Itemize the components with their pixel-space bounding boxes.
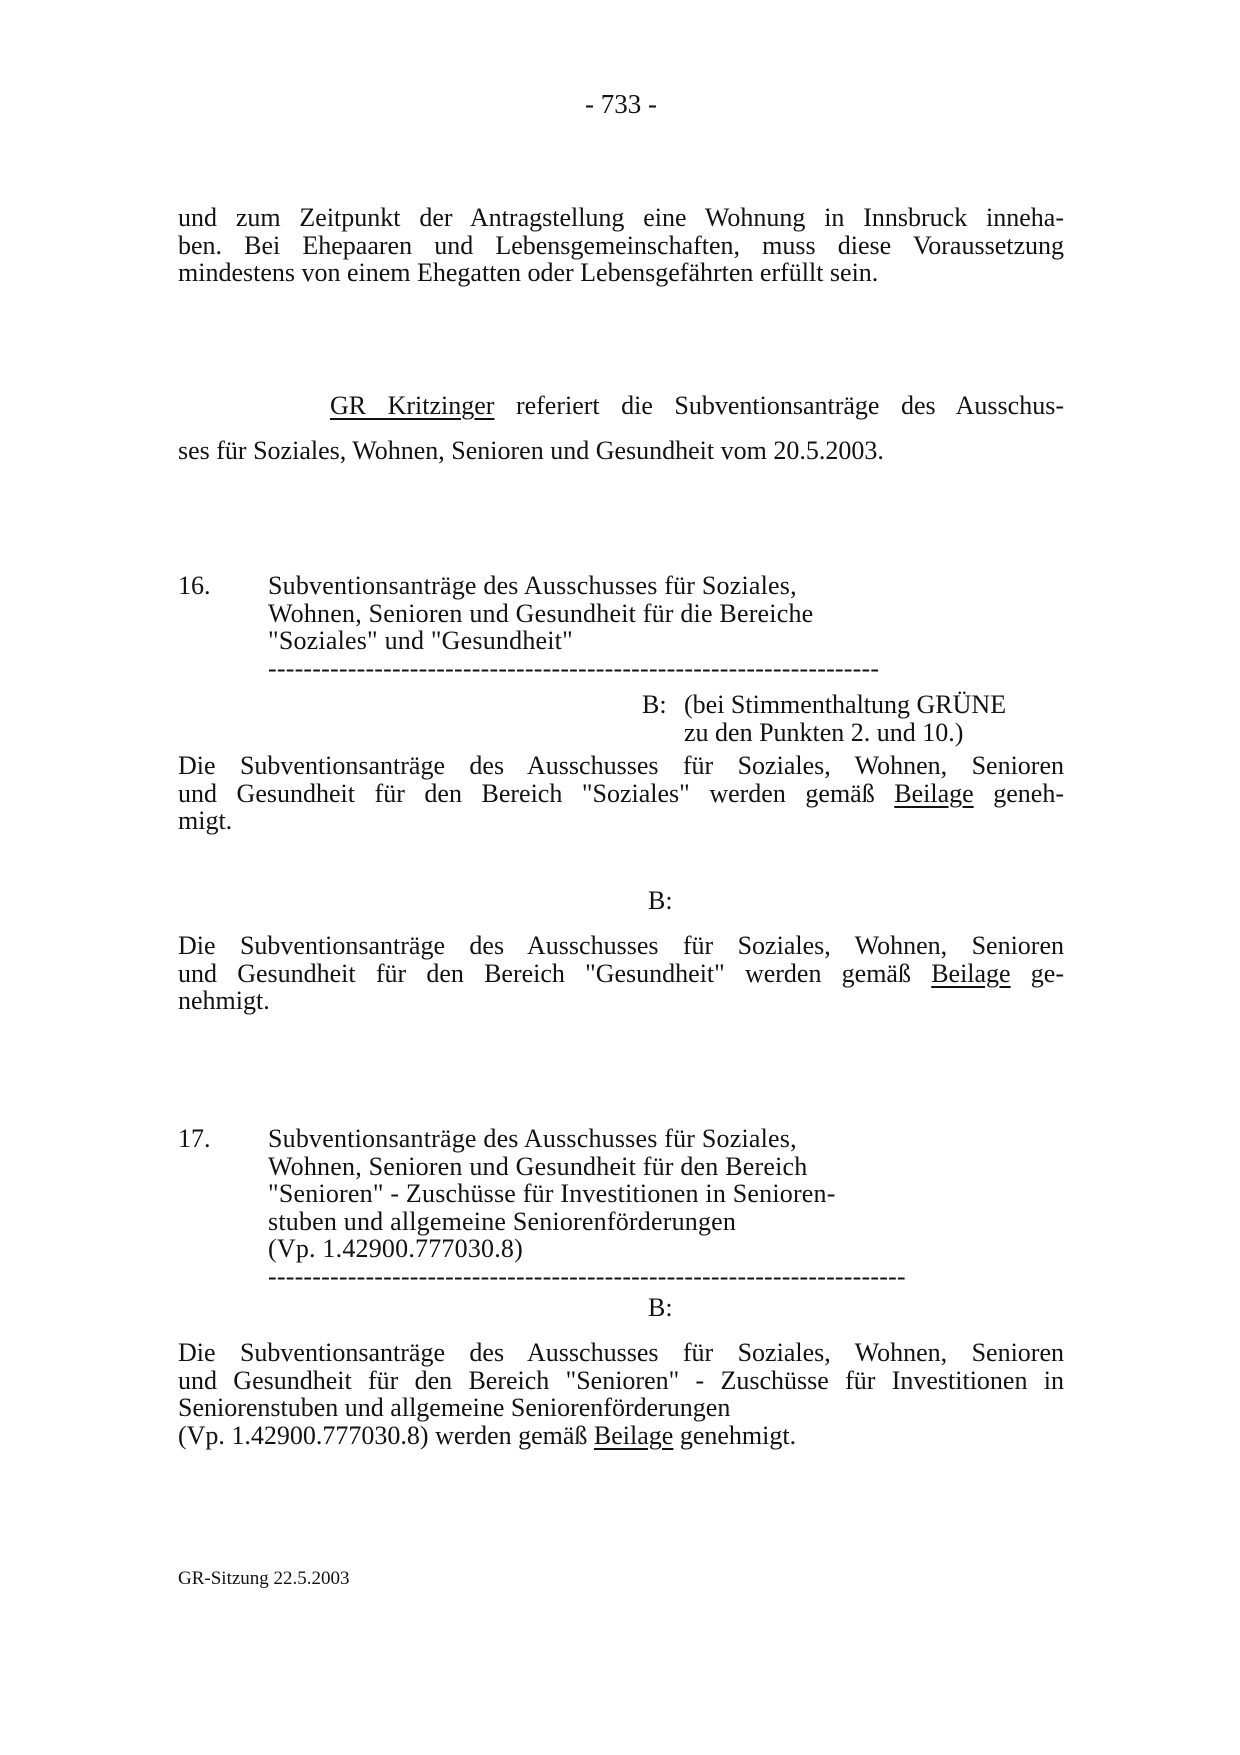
item-16-number: 16. (178, 571, 211, 600)
item-16-resolution-gesundheit: Die Subventionsanträge des Ausschusses für Soziales, Wohnen, Senioren und Gesundheit für den Bereich "Gesundheit" werden gemäß Beilage ge- nehmigt. (178, 931, 1065, 1015)
item-16-decision-note: (bei Stimmenthaltung GRÜNE zu den Punkten 2. und 10.) (684, 690, 1007, 747)
item-17-decision-label: B: (648, 1293, 673, 1322)
page-footer: GR-Sitzung 22.5.2003 (178, 1568, 350, 1589)
referent-paragraph: GR Kritzinger referiert die Subventionsanträge des Ausschus- ses für Soziales, Wohnen, Senioren und Gesundheit vom 20.5.2003. (178, 391, 1064, 465)
page-number: - 733 - (585, 89, 657, 119)
item-16-decision-block (642, 691, 1062, 746)
item-17-heading: Subventionsanträge des Ausschusses für Soziales, Wohnen, Senioren und Gesundheit für den Bereich "Senioren" - Zuschüsse für Investitionen in Senioren- stuben und allgemeine Seniorenförderungen (Vp. 1.42900.777030.8) ------------------------------------------------------------------------ (268, 1124, 906, 1291)
item-16-decision-label: B: (642, 690, 667, 719)
item-17-resolution-senioren: Die Subventionsanträge des Ausschusses für Soziales, Wohnen, Senioren und Gesundheit für den Bereich "Senioren" - Zuschüsse für Investitionen in Seniorenstuben und allgemeine Seniorenförderungen (Vp. 1.42900.777030.8) werden gemäß Beilage genehmigt. (178, 1338, 1064, 1450)
item-16-heading: Subventionsanträge des Ausschusses für Soziales, Wohnen, Senioren und Gesundheit für die Bereiche "Soziales" und "Gesundheit" --------------------------------------------------------------------- (268, 571, 880, 683)
intro-paragraph: und zum Zeitpunkt der Antragstellung eine Wohnung in Innsbruck inneha- ben. Bei Ehepaaren und Lebensgemeinschaften, muss diese Voraussetzung mindestens von einem Ehegatten oder Lebensgefährten erfüllt sein. (178, 203, 1064, 287)
item-16-resolution-soziales: Die Subventionsanträge des Ausschusses für Soziales, Wohnen, Senioren und Gesundheit für den Bereich "Soziales" werden gemäß Beilage geneh- migt. (178, 751, 1064, 835)
item-16-decision-label-2: B: (648, 886, 673, 915)
item-17-number: 17. (178, 1124, 211, 1153)
